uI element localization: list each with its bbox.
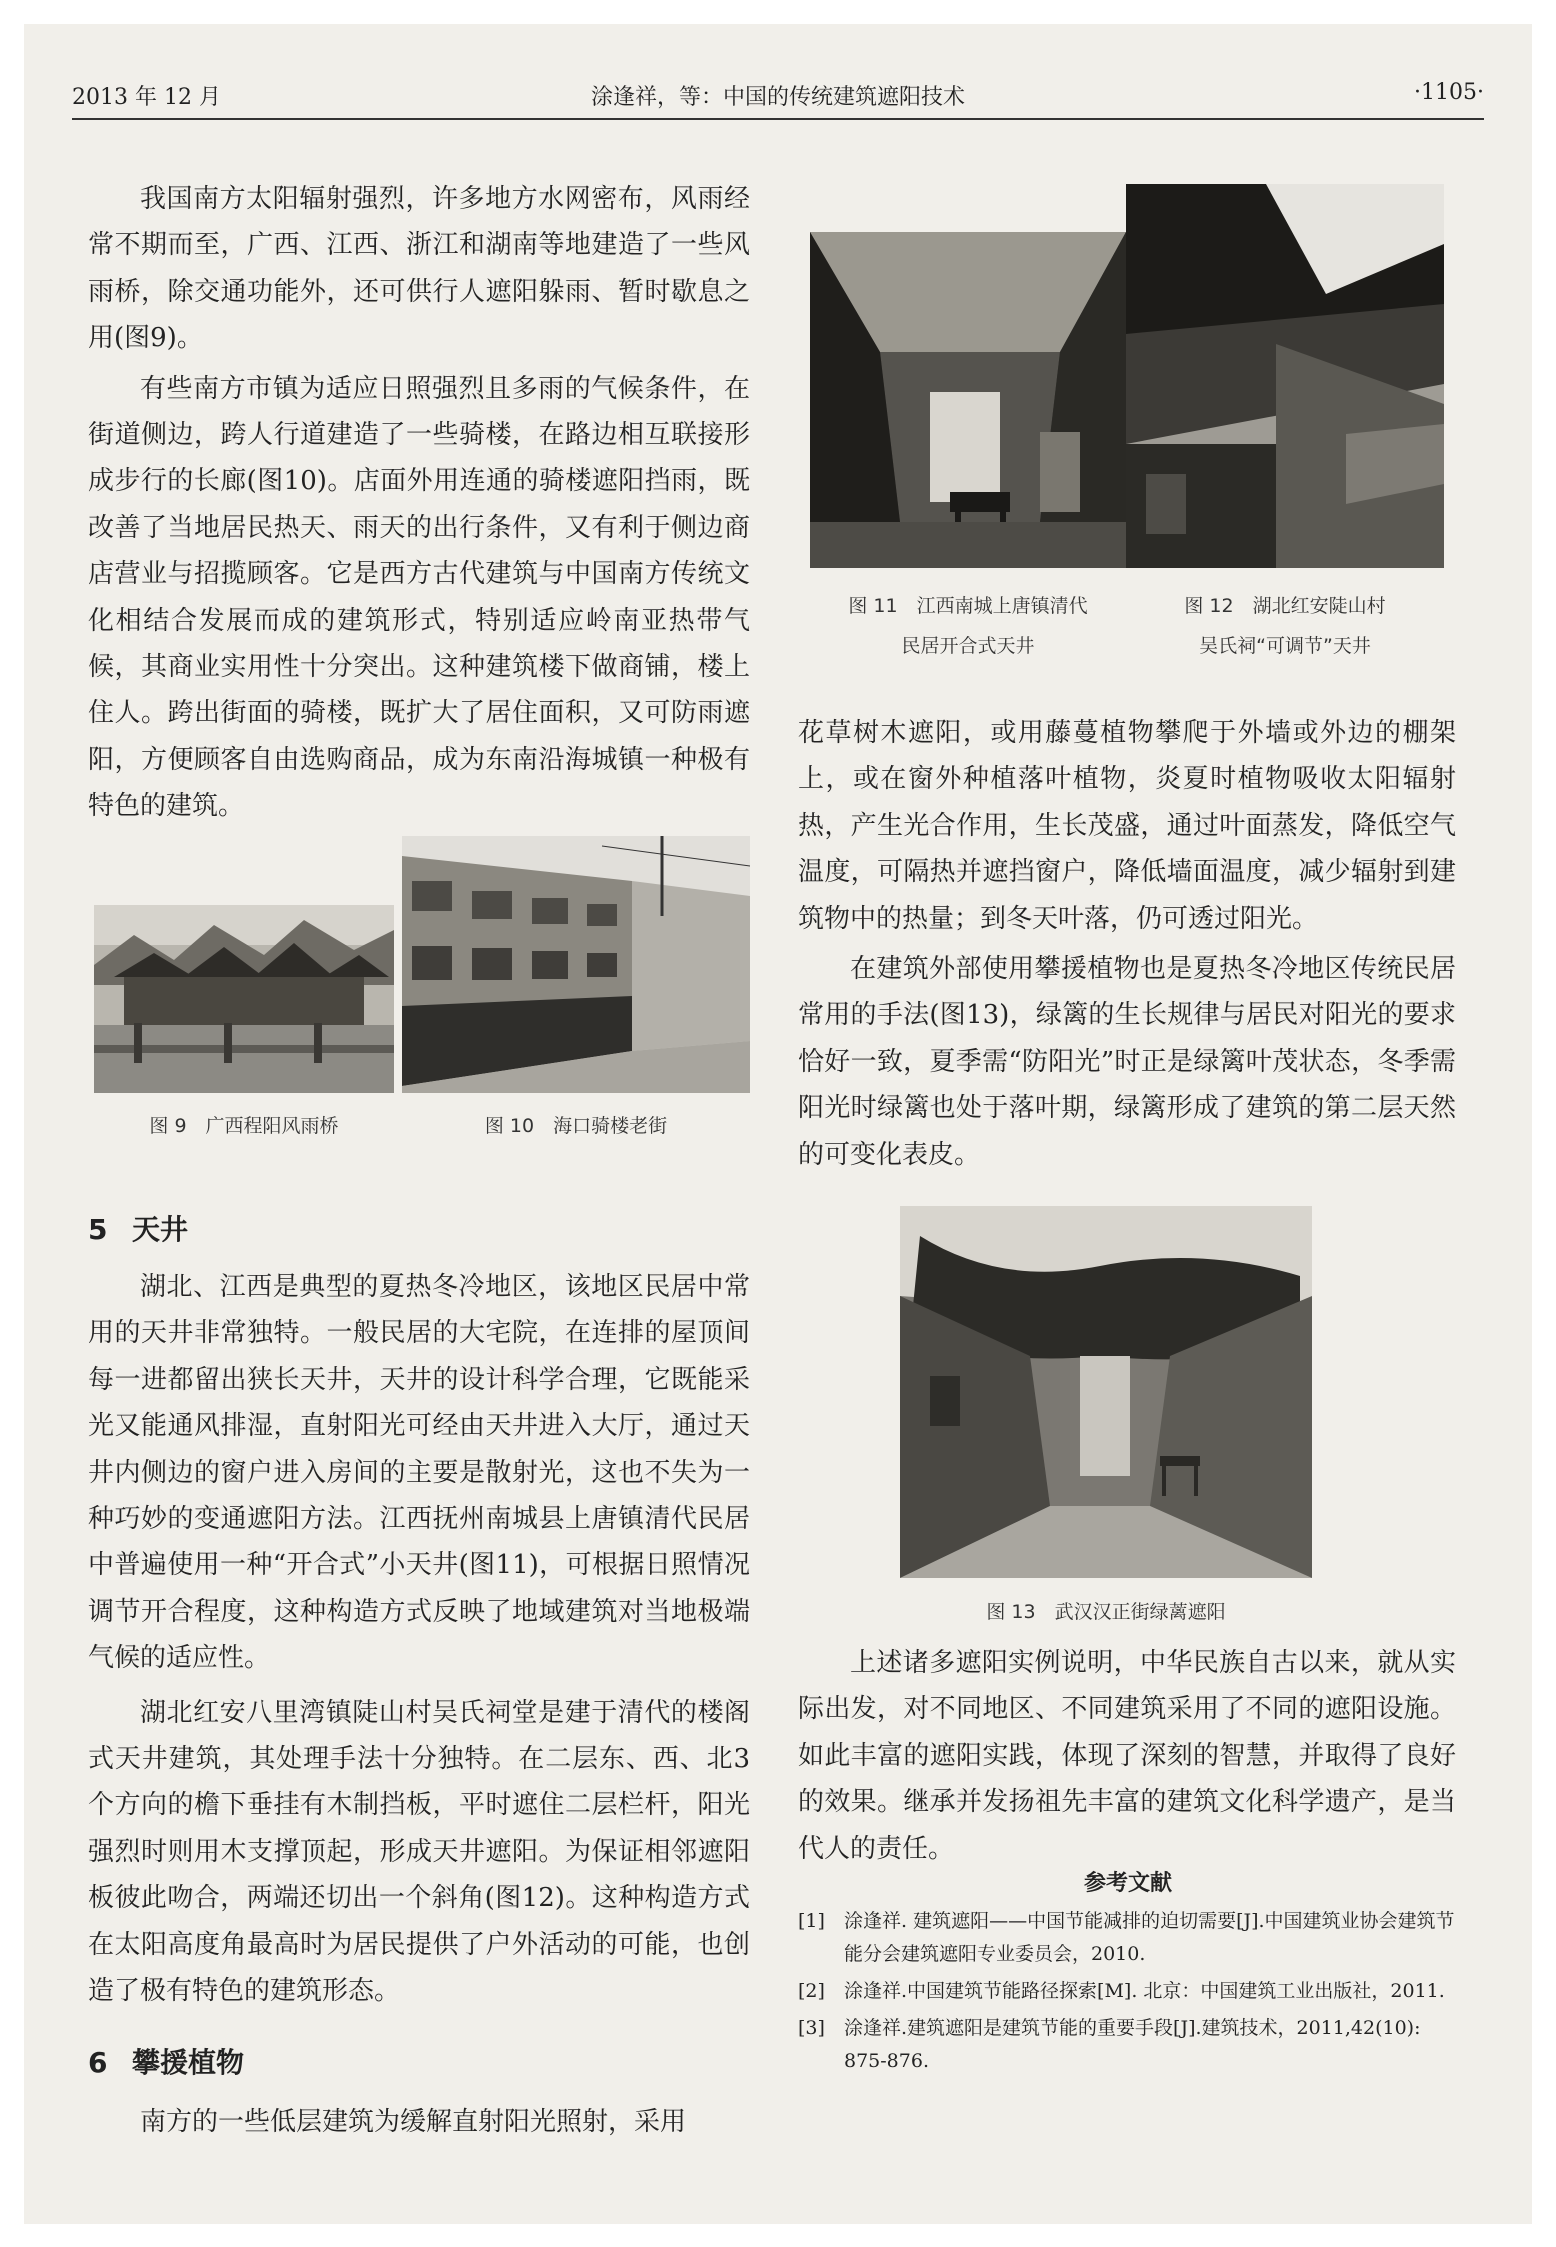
paragraph-conclusion: 上述诸多遮阳实例说明，中华民族自古以来，就从实际出发，对不同地区、不同建筑采用了不同的遮阳设施。如此丰富的遮阳实践，体现了深刻的智慧，并取得了良好的效果。继承并发扬祖先丰富的建筑文化科学遗产，是当代人的责任。 — [798, 1648, 1456, 1864]
header-date: 2013 年 12 月 — [72, 85, 221, 110]
figure-12-photo — [1126, 184, 1444, 568]
paragraph-courtyard-hubei: 湖北红安八里湾镇陡山村吴氏祠堂是建于清代的楼阁式天井建筑，其处理手法十分独特。在二层东、西、北3个方向的檐下垂挂有木制挡板，平时遮住二层栏杆，阳光强烈时则用木支撑顶起，形成天井遮阳。为保证相邻遮阳板彼此吻合，两端还切出一个斜角(图12)。这种构造方式在太阳高度角最高时为居民提供了户外活动的可能，也创造了极有特色的建筑形态。 — [88, 1697, 750, 2007]
section-6-title: 攀援植物 — [132, 2045, 245, 2079]
header-title: 涂逢祥，等：中国的传统建筑遮阳技术 — [590, 85, 965, 110]
paragraph-wind-rain-bridge: 我国南方太阳辐射强烈，许多地方水网密布，风雨经常不期而至，广西、江西、浙江和湖南等地建造了一些风雨桥，除交通功能外，还可供行人遮阳躲雨、暂时歇息之用(图9)。 — [88, 184, 750, 354]
section-6-number: 6 — [88, 2045, 108, 2079]
figure-12-caption-line-2: 吴氏祠“可调节”天井 — [1199, 635, 1371, 657]
figure-13-caption: 图 13 武汉汉正街绿蓠遮阳 — [986, 1601, 1226, 1623]
reference-item — [798, 2012, 1458, 2078]
section-6-heading — [88, 2041, 750, 2081]
figure-12-caption-line-1: 图 12 湖北红安陡山村 — [1184, 595, 1386, 617]
paragraph-arcade-street: 有些南方市镇为适应日照强烈且多雨的气候条件，在街道侧边，跨人行道建造了一些骑楼，在路边相互联接形成步行的长廊(图10)。店面外用连通的骑楼遮阳挡雨，既改善了当地居民热天、雨天的出行条件，又有利于侧边商店营业与招揽顾客。它是西方古代建筑与中国南方传统文化相结合发展而成的建筑形式，特别适应岭南亚热带气候，其商业实用性十分突出。这种建筑楼下做商铺，楼上住人。跨出街面的骑楼，既扩大了居住面积，又可防雨遮阳，方便顾客自由选购商品，成为东南沿海城镇一种极有特色的建筑。 — [88, 373, 750, 822]
reference-item — [798, 1905, 1458, 1971]
references-title: 参考文献 — [1083, 1871, 1172, 1896]
figure-10-photo — [402, 836, 750, 1093]
running-header — [72, 70, 1484, 116]
left-column-top — [88, 176, 750, 830]
header-rule — [72, 118, 1484, 120]
reference-text: 涂逢祥. 建筑遮阳——中国节能减排的迫切需要[J].中国建筑业协会建筑节能分会建筑遮阳专业委员会，2010. — [844, 1910, 1455, 1965]
figure-11-photo — [810, 232, 1126, 568]
reference-number: [3] — [798, 2017, 825, 2039]
reference-number: [2] — [798, 1980, 825, 2002]
paragraph-climbing-plants-cont: 花草树木遮阳，或用藤蔓植物攀爬于外墙或外边的棚架上，或在窗外种植落叶植物，炎夏时植物吸收太阳辐射热，产生光合作用，生长茂盛，通过叶面蒸发，降低空气温度，可隔热并遮挡窗户，降低墙面温度，减少辐射到建筑物中的热量；到冬天叶落，仍可透过阳光。 — [798, 718, 1456, 934]
figure-12-caption — [1110, 590, 1460, 662]
section-5-title: 天井 — [132, 1213, 189, 1246]
reference-number: [1] — [798, 1910, 825, 1932]
reference-text: 涂逢祥.中国建筑节能路径探索[M]. 北京：中国建筑工业出版社，2011. — [844, 1980, 1445, 2002]
figure-11-caption — [790, 590, 1146, 662]
figure-9-caption: 图 9 广西程阳风雨桥 — [149, 1115, 339, 1137]
header-page-number: ·1105· — [1414, 80, 1484, 105]
right-column-bottom — [798, 1640, 1456, 1872]
references-section — [798, 1866, 1458, 2078]
paragraph-courtyard-jiangxi: 湖北、江西是典型的夏热冬冷地区，该地区民居中常用的天井非常独特。一般民居的大宅院，在连排的屋顶间每一进都留出狭长天井，天井的设计科学合理，它既能采光又能通风排湿，直射阳光可经由天井进入大厅，通过天井内侧边的窗户进入房间的主要是散射光，这也不失为一种巧妙的变通遮阳方法。江西抚州南城县上唐镇清代民居中普遍使用一种“开合式”小天井(图11)，可根据日照情况调节开合程度，这种构造方式反映了地域建筑对当地极端气候的适应性。 — [88, 1272, 750, 1674]
figure-11-caption-line-2: 民居开合式天井 — [901, 635, 1035, 657]
reference-item — [798, 1975, 1458, 2008]
section-5-heading — [88, 1208, 750, 1248]
paragraph-green-hedge: 在建筑外部使用攀援植物也是夏热冬冷地区传统民居常用的手法(图13)，绿篱的生长规律与居民对阳光的要求恰好一致，夏季需“防阳光”时正是绿篱叶茂状态，冬季需阳光时绿篱也处于落叶期，绿篱形成了建筑的第二层天然的可变化表皮。 — [798, 954, 1456, 1170]
figure-11-caption-line-1: 图 11 江西南城上唐镇清代 — [848, 595, 1088, 617]
figure-10-caption: 图 10 海口骑楼老街 — [484, 1115, 668, 1137]
paragraph-climbing-plants-start: 南方的一些低层建筑为缓解直射阳光照射，采用 — [140, 2106, 687, 2137]
section-5-number: 5 — [88, 1213, 108, 1246]
left-column-bottom — [88, 1208, 750, 2145]
figure-13-photo — [900, 1206, 1312, 1578]
right-column-middle — [798, 710, 1456, 1178]
reference-text: 涂逢祥.建筑遮阳是建筑节能的重要手段[J].建筑技术，2011,42(10): 875-876. — [844, 2017, 1421, 2072]
figure-9-photo — [94, 905, 394, 1093]
